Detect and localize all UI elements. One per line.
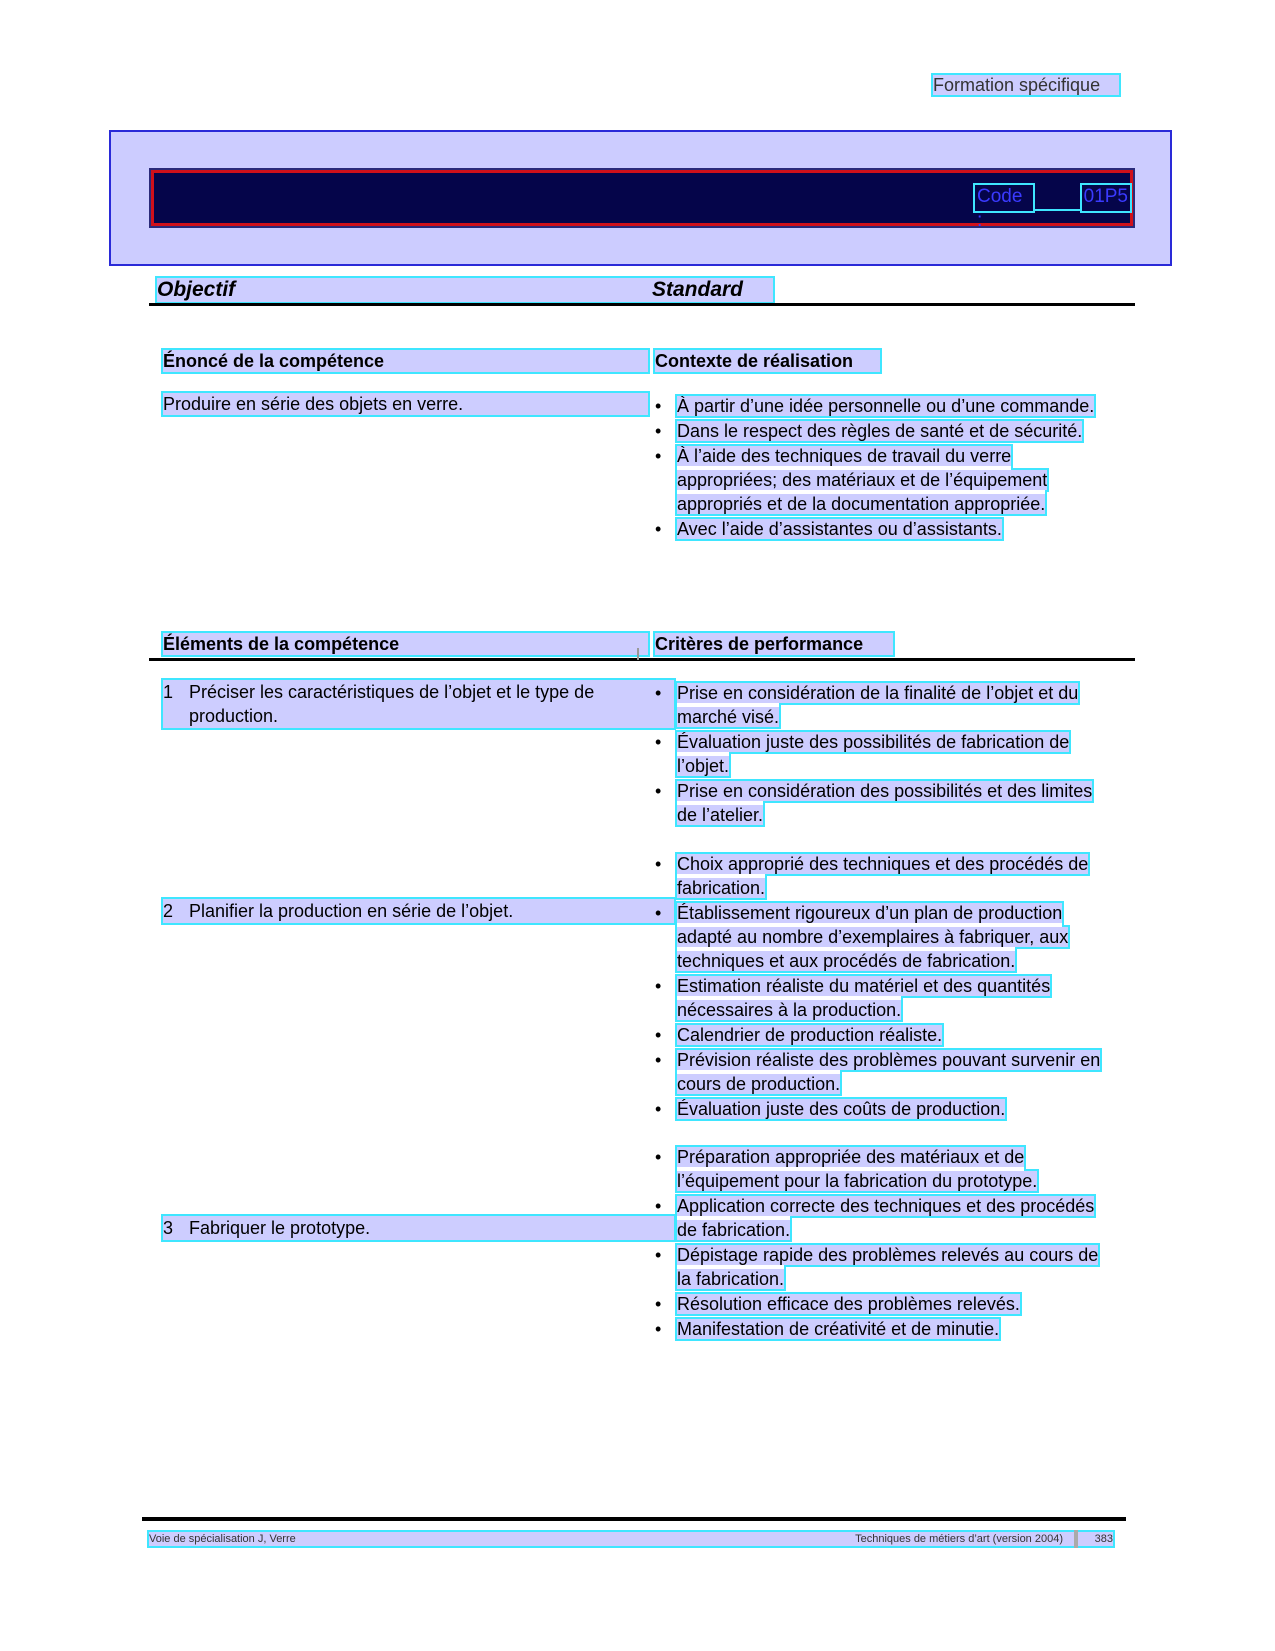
list-item: • Préparation appropriée des matériaux et de l’équipement pour la fabrication du prototype. [655,1145,1110,1193]
list-item: • Résolution efficace des problèmes relevés. [655,1292,1110,1316]
document-section-label: Formation spécifique [933,75,1119,95]
element-2 [163,899,674,923]
list-item: • Évaluation juste des coûts de production. [655,1097,1110,1121]
list-item: • Manifestation de créativité et de minutie. [655,1317,1110,1341]
section-divider [149,658,1135,661]
element-text: Planifier la production en série de l’objet. [189,901,514,921]
page-footer [149,1532,1113,1546]
list-item: • Prise en considération des possibilités et des limites de l’atelier. [655,779,1110,827]
list-item: • Établissement rigoureux d’un plan de production adapté au nombre d’exemplaires à fabriquer, aux techniques et aux procédés de fabrication. [655,901,1110,973]
list-item: • Choix approprié des techniques et des procédés de fabrication. [655,852,1110,900]
list-item: • À l’aide des techniques de travail du verre appropriées; des matériaux et de l’équipement appropriés et de la documentation appropriée. [655,444,1105,516]
code-label: Code : [975,185,1033,211]
competency-code [975,185,1130,231]
list-item: • Évaluation juste des possibilités de fabrication de l’objet. [655,730,1110,778]
element-number: 1 [163,682,174,702]
standard-label: Standard [652,278,744,301]
elements-heading: Éléments de la compétence [163,633,648,655]
element-number: 3 [163,1218,174,1238]
list-item: • Calendrier de production réaliste. [655,1023,1110,1047]
list-item: • Avec l’aide d’assistantes ou d’assistants. [655,517,1105,541]
element-number: 2 [163,901,174,921]
criteria-list-1 [655,681,1110,828]
element-3 [163,1216,674,1240]
footer-right: Techniques de métiers d’art (version 2004) [855,1533,1063,1545]
objective-label: Objectif [157,278,236,301]
page-number: 383 [1094,1533,1113,1545]
list-item: • Dans le respect des règles de santé et de sécurité. [655,419,1105,443]
list-item: • Estimation réaliste du matériel et des quantités nécessaires à la production. [655,974,1110,1022]
code-value: 01P5 [1082,185,1130,211]
criteria-list-3 [655,1145,1110,1342]
list-item: • Prise en considération de la finalité de l’objet et du marché visé. [655,681,1110,729]
footer-left: Voie de spécialisation J, Verre [149,1533,296,1545]
objective-header [157,278,773,302]
list-item: • À partir d’une idée personnelle ou d’une commande. [655,394,1105,418]
element-text: Fabriquer le prototype. [189,1218,371,1238]
competency-statement: Produire en série des objets en verre. [163,393,648,415]
footer-divider [142,1517,1126,1521]
list-item: • Dépistage rapide des problèmes relevés au cours de la fabrication. [655,1243,1110,1291]
competency-title-bar [149,168,1135,231]
context-heading: Contexte de réalisation [655,350,880,372]
list-item: • Prévision réaliste des problèmes pouvant survenir en cours de production. [655,1048,1110,1096]
header-divider [149,303,1135,306]
criteria-heading: Critères de performance [655,633,893,655]
criteria-list-2 [655,852,1110,1122]
element-text: Préciser les caractéristiques de l’objet et le type de production. [189,682,595,726]
element-1 [163,680,674,728]
context-list [655,394,1105,542]
statement-heading: Énoncé de la compétence [163,350,648,372]
list-item: • Application correcte des techniques et des procédés de fabrication. [655,1194,1110,1242]
